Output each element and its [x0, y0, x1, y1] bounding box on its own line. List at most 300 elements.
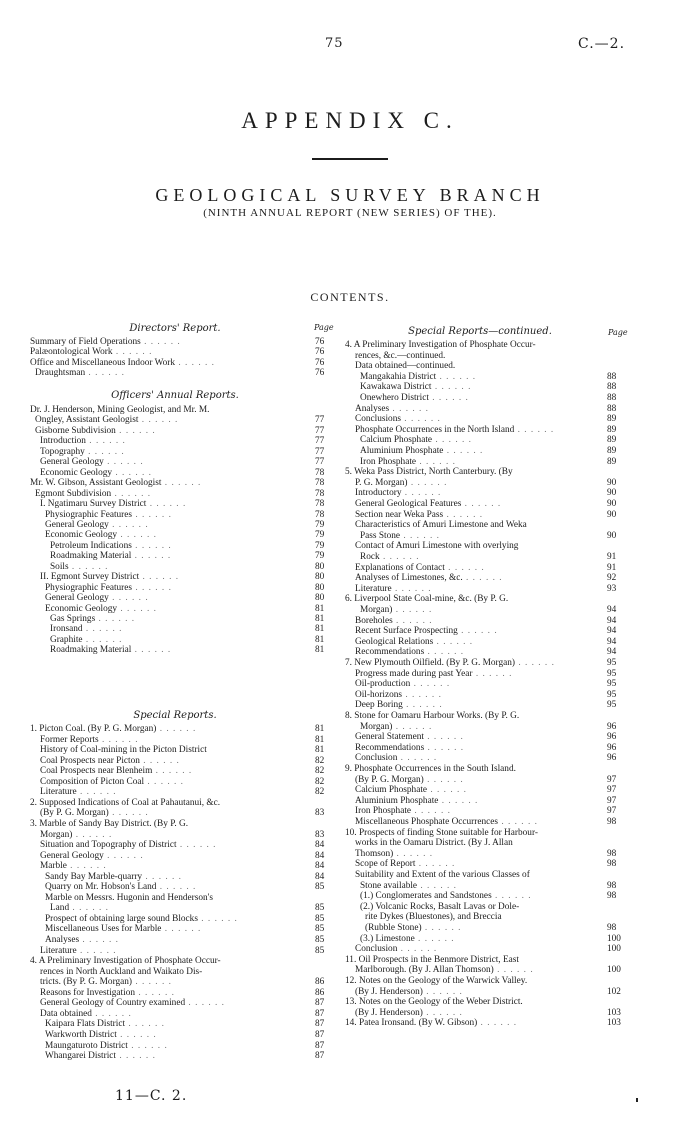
contents-entry	[360, 531, 440, 542]
leader-dots: . . . . . .	[117, 603, 157, 614]
leader-dots: . . . . . .	[400, 414, 441, 425]
contents-entry-page: 79	[315, 519, 325, 530]
contents-entry-title: Roadmaking Material	[50, 551, 132, 562]
leader-dots: . . . . . .	[117, 530, 157, 541]
contents-entry-title: tricts. (By P. G. Morgan)	[40, 977, 133, 988]
contents-entry-page: 97	[607, 785, 617, 796]
contents-entry-title: (Rubble Stone)	[365, 923, 422, 933]
contents-entry-title: Marlborough. (By J. Allan Thomson)	[355, 965, 494, 976]
leader-dots: . . . . . .	[152, 766, 193, 777]
contents-entry-title: Stone available	[360, 880, 418, 891]
leader-dots: . . . . . .	[415, 859, 456, 870]
contents-entry-title: Gisborne Subdivision	[35, 425, 116, 436]
contents-entry	[345, 828, 538, 839]
contents-entry-page: 85	[315, 913, 325, 924]
contents-entry-title: Ironsand	[50, 624, 83, 635]
contents-entry-title: Sandy Bay Marble-quarry	[45, 871, 143, 882]
contents-entry-title: Boreholes	[355, 615, 393, 626]
contents-entry-page: 94	[607, 615, 617, 626]
leader-dots: . . . . . .	[95, 614, 136, 624]
leader-dots: . . . . . .	[138, 415, 179, 426]
contents-entry-title: 2. Supposed Indications of Coal at Pahautanui, &c.	[30, 797, 221, 808]
contents-entry-title: General Geology	[40, 850, 104, 861]
contents-entry-title: Contact of Amuri Limestone with overlying	[355, 541, 519, 552]
contents-entry	[355, 351, 445, 362]
leader-dots: . . . . . .	[438, 795, 479, 806]
contents-entry-page: 90	[607, 530, 617, 541]
contents-entry-title: Suitability and Extent of the various Classes of	[355, 870, 530, 880]
contents-entry-title: Iron Phosphate	[355, 806, 412, 817]
contents-entry-page: 103	[607, 1007, 621, 1018]
contents-entry-title: works in the Oamaru District. (By J. Allan	[355, 838, 513, 849]
contents-entry	[345, 955, 519, 966]
contents-entry-page: 82	[315, 755, 325, 766]
contents-entry-title: Summary of Field Operations	[30, 337, 141, 347]
footer-code: 11—C. 2.	[115, 1088, 188, 1104]
leader-dots: . . . . . .	[391, 583, 432, 594]
contents-entry-page: 90	[607, 488, 617, 499]
contents-entry	[355, 637, 473, 648]
contents-entry-page: 81	[315, 634, 325, 645]
contents-entry-title: Economic Geology	[45, 530, 118, 541]
contents-entry	[40, 436, 126, 447]
contents-entry-page: 83	[315, 829, 325, 840]
contents-entry-page: 98	[607, 923, 617, 933]
contents-entry-page: 79	[315, 530, 325, 541]
contents-entry-page: 94	[607, 626, 617, 637]
contents-entry-page: 78	[315, 499, 325, 510]
contents-entry	[355, 563, 485, 574]
contents-entry-page: 98	[607, 848, 617, 859]
leader-dots: . . . . . .	[185, 998, 225, 1009]
leader-dots: . . . . . .	[82, 634, 123, 645]
contents-entry-page: 94	[607, 636, 617, 647]
contents-entry	[360, 934, 455, 945]
contents-entry-title: Gas Springs	[50, 614, 96, 624]
contents-entry-title: Palæontological Work	[30, 347, 113, 358]
leader-dots: . . . . . .	[116, 1029, 157, 1040]
contents-entry	[360, 722, 432, 733]
contents-entry	[360, 372, 476, 383]
leader-dots: . . . . . .	[197, 913, 238, 924]
contents-entry	[345, 340, 536, 351]
contents-entry	[45, 583, 172, 594]
contents-entry-title: Kawakawa District	[360, 382, 432, 393]
contents-entry-title: (1.) Conglomerates and Sandstones	[360, 891, 492, 902]
leader-dots: . . . . . .	[144, 776, 184, 787]
leader-dots: . . . . . .	[397, 944, 438, 955]
contents-entry	[45, 604, 157, 615]
contents-entry	[355, 425, 554, 436]
contents-entry-title: 13. Notes on the Geology of the Weber District.	[345, 997, 523, 1008]
contents-entry	[45, 935, 119, 946]
contents-entry-page: 88	[607, 403, 617, 414]
contents-entry-title: rite Dykes (Bluestones), and Breccia	[365, 912, 502, 923]
contents-entry	[45, 924, 201, 935]
contents-entry	[50, 614, 135, 625]
contents-entry-title: Land	[50, 903, 70, 914]
leader-dots: . . . . . .	[424, 742, 465, 753]
contents-entry-page: 77	[315, 425, 325, 436]
leader-dots: . . . . . .	[414, 933, 455, 944]
contents-entry-title: Iron Phosphate	[360, 456, 417, 467]
contents-entry-title: 9. Phosphate Occurrences in the South Island.	[345, 764, 516, 774]
contents-entry	[30, 724, 196, 735]
leader-dots: . . . . . .	[85, 436, 126, 447]
contents-entry-title: Oil-horizons	[355, 689, 402, 700]
contents-entry-page: 91	[607, 562, 617, 573]
contents-entry-page: 89	[607, 424, 617, 435]
contents-entry-page: 81	[315, 624, 325, 635]
leader-dots: . . . . . .	[477, 1018, 518, 1029]
section-heading-officers: Officers' Annual Reports.	[111, 390, 239, 401]
leader-dots: . . . . . .	[103, 457, 144, 468]
contents-entry-title: Composition of Picton Coal	[40, 776, 145, 787]
leader-dots: . . . . . .	[514, 424, 555, 435]
contents-entry-title: Egmont Subdivision	[35, 488, 112, 499]
contents-entry-title: Situation and Topography of District	[40, 840, 177, 851]
contents-entry-title: Literature	[40, 787, 77, 798]
contents-entry-page: 84	[315, 871, 325, 882]
leader-dots: . . . . . .	[436, 371, 477, 382]
leader-dots: . . . . . .	[84, 446, 125, 457]
contents-entry	[30, 358, 215, 369]
contents-entry-page: 100	[607, 944, 621, 955]
contents-entry	[30, 819, 188, 830]
leader-dots: . . . . . .	[432, 435, 472, 446]
contents-entry-title: Scope of Report	[355, 859, 416, 870]
contents-entry	[40, 787, 117, 798]
contents-entry	[355, 944, 437, 955]
contents-entry-title: Morgan)	[40, 829, 73, 840]
contents-entry-title: Deep Boring	[355, 700, 403, 711]
contents-entry	[45, 510, 172, 521]
contents-entry-page: 82	[315, 787, 325, 798]
contents-entry-page: 77	[315, 457, 325, 468]
contents-entry	[50, 541, 172, 552]
contents-entry	[45, 520, 149, 531]
contents-entry-title: Conclusion	[355, 753, 398, 764]
leader-dots: . . . . . .	[401, 488, 442, 499]
contents-entry-title: 8. Stone for Oamaru Harbour Works. (By P. G.	[345, 711, 520, 721]
contents-entry-page: 78	[315, 467, 325, 478]
contents-entry-title: Introduction	[40, 436, 86, 447]
contents-entry	[355, 817, 538, 828]
contents-entry-page: 100	[607, 965, 621, 976]
contents-entry-title: Economic Geology	[45, 603, 118, 614]
leader-dots: . . . . . .	[146, 499, 187, 510]
contents-entry-title: Quarry on Mr. Hobson's Land	[45, 882, 157, 893]
left-page-label: Page	[314, 323, 334, 332]
page-number: 75	[325, 36, 344, 51]
contents-entry-page: 95	[607, 700, 617, 711]
contents-entry	[35, 489, 151, 500]
branch-heading: GEOLOGICAL SURVEY BRANCH	[155, 185, 545, 205]
leader-dots: . . . . . .	[131, 645, 172, 656]
contents-entry-page: 102	[607, 986, 621, 997]
contents-entry-title: Morgan)	[360, 721, 393, 732]
section-heading-directors: Directors' Report.	[129, 323, 221, 334]
contents-entry	[355, 1008, 463, 1019]
contents-entry	[355, 626, 498, 637]
document-code: C.—2.	[578, 36, 626, 52]
contents-entry	[355, 785, 467, 796]
leader-dots: . . . . . .	[139, 572, 180, 583]
leader-dots: . . . . . .	[131, 551, 172, 562]
contents-entry-page: 98	[607, 859, 617, 870]
contents-entry	[45, 1019, 165, 1030]
contents-entry-title: (2.) Volcanic Rocks, Basalt Lavas or Dole-	[360, 901, 520, 912]
contents-entry	[345, 594, 508, 605]
contents-entry-page: 76	[315, 347, 325, 358]
leader-dots: . . . . . .	[135, 987, 175, 998]
leader-dots: . . . . . .	[76, 945, 117, 956]
contents-entry-title: Onewhero District	[360, 393, 429, 403]
contents-entry-page: 97	[607, 774, 617, 785]
contents-entry	[40, 766, 192, 777]
contents-entry-title: Calcium Phosphate	[360, 435, 433, 446]
contents-entry-title: Office and Miscellaneous Indoor Work	[30, 357, 176, 368]
leader-dots: . . . . . .	[161, 924, 202, 935]
contents-entry	[45, 1041, 168, 1052]
contents-entry-title: Characteristics of Amuri Limestone and Weka	[355, 520, 527, 531]
leader-dots: . . . . . .	[112, 347, 153, 358]
contents-entry	[360, 891, 532, 902]
contents-entry-title: Aluminium Phosphate	[355, 795, 439, 806]
contents-entry	[355, 796, 478, 807]
contents-entry-page: 84	[315, 861, 325, 872]
contents-entry	[40, 851, 144, 862]
contents-entry-title: Analyses	[355, 403, 390, 414]
leader-dots: . . . . . .	[422, 1007, 463, 1018]
leader-dots: . . . . . .	[515, 658, 555, 668]
contents-entry	[40, 840, 216, 851]
leader-dots: . . . . . .	[462, 573, 503, 584]
report-subheading: (NINTH ANNUAL REPORT (NEW SERIES) OF THE).	[203, 207, 497, 219]
contents-entry-page: 95	[607, 679, 617, 690]
contents-entry	[30, 337, 181, 348]
contents-entry-page: 103	[607, 1018, 621, 1029]
contents-entry-title: Phosphate Occurrences in the North Island	[355, 424, 515, 435]
leader-dots: . . . . . .	[156, 882, 197, 893]
contents-entry-page: 81	[315, 614, 325, 624]
contents-entry-page: 86	[315, 987, 325, 998]
contents-entry-page: 76	[315, 357, 325, 368]
contents-entry	[345, 1018, 517, 1029]
contents-entry-page: 98	[607, 891, 617, 902]
contents-entry	[355, 573, 503, 584]
contents-entry-page: 98	[607, 880, 617, 891]
contents-entry-title: Oil-production	[355, 679, 411, 690]
contents-entry-page: 87	[315, 998, 325, 1009]
contents-entry	[40, 967, 202, 978]
contents-entry	[355, 965, 534, 976]
contents-entry	[355, 510, 483, 521]
leader-dots: . . . . . .	[410, 679, 451, 690]
leader-dots: . . . . . .	[69, 903, 109, 914]
contents-entry-title: I. Ngatimaru Survey District	[40, 499, 147, 510]
contents-entry-page: 86	[315, 977, 325, 988]
contents-entry	[355, 488, 441, 499]
leader-dots: . . . . . .	[431, 382, 472, 393]
leader-dots: . . . . . .	[76, 787, 117, 798]
contents-entry-title: Topography	[40, 446, 85, 457]
contents-entry	[45, 893, 213, 904]
contents-entry-title: Maungaturoto District	[45, 1040, 128, 1051]
leader-dots: . . . . . .	[402, 700, 443, 711]
appendix-title: APPENDIX C.	[241, 108, 459, 133]
contents-entry-page: 85	[315, 924, 325, 935]
contents-entry	[45, 530, 157, 541]
contents-entry-page: 87	[315, 1008, 325, 1019]
leader-dots: . . . . . .	[433, 636, 474, 647]
leader-dots: . . . . . .	[111, 488, 152, 499]
contents-entry	[30, 405, 209, 416]
contents-entry	[355, 753, 437, 764]
contents-entry-page: 95	[607, 668, 617, 679]
contents-entry	[40, 946, 117, 957]
leader-dots: . . . . . .	[72, 829, 113, 840]
contents-entry-page: 98	[607, 817, 617, 827]
contents-entry	[40, 572, 179, 583]
contents-entry	[345, 711, 519, 722]
contents-entry-title: Reasons for Investigation	[40, 987, 136, 998]
contents-entry	[365, 912, 502, 923]
contents-entry-title: Morgan)	[360, 605, 393, 615]
contents-entry-title: Literature	[355, 583, 392, 594]
contents-entry-title: 4. A Preliminary Investigation of Phosphate Occur-	[345, 340, 536, 350]
contents-entry-title: Miscellaneous Phosphate Occurrences	[355, 817, 499, 827]
leader-dots: . . . . . .	[91, 1008, 132, 1019]
contents-entry-page: 80	[315, 593, 325, 604]
contents-entry-title: Marble on Messrs. Hugonin and Henderson's	[45, 892, 213, 903]
contents-entry-title: Conclusions	[355, 414, 401, 425]
contents-entry-title: General Geology	[45, 519, 109, 530]
contents-entry-page: 78	[315, 509, 325, 520]
leader-dots: . . . . . .	[400, 530, 440, 541]
contents-entry	[40, 756, 180, 767]
leader-dots: . . . . . .	[140, 337, 181, 347]
contents-entry	[50, 635, 122, 646]
contents-entry-title: Prospect of obtaining large sound Blocks	[45, 913, 198, 924]
leader-dots: . . . . . .	[176, 840, 217, 851]
contents-entry-title: Section near Weka Pass	[355, 509, 444, 520]
leader-dots: . . . . . .	[127, 1040, 168, 1051]
contents-entry	[45, 882, 196, 893]
contents-entry-page: 96	[607, 742, 617, 753]
section-heading-special-continued: Special Reports—continued.	[408, 326, 552, 337]
contents-entry	[40, 499, 186, 510]
contents-entry-page: 81	[315, 745, 325, 756]
leader-dots: . . . . . .	[461, 499, 502, 509]
contents-entry-title: Marble	[40, 861, 67, 872]
contents-entry-title: General Geology	[40, 457, 104, 468]
contents-entry	[40, 808, 149, 819]
contents-entry-page: 90	[607, 499, 617, 509]
contents-entry	[355, 679, 450, 690]
contents-entry-page: 87	[315, 1029, 325, 1040]
contents-entry	[355, 520, 527, 531]
contents-entry	[360, 552, 420, 563]
contents-entry-title: Coal Prospects near Picton	[40, 755, 140, 766]
contents-entry	[50, 562, 109, 573]
contents-entry-page: 87	[315, 1019, 325, 1030]
contents-entry-title: Calcium Phosphate	[355, 785, 428, 796]
contents-entry-page: 83	[315, 808, 325, 819]
contents-entry-page: 85	[315, 935, 325, 945]
contents-entry-title: Ongley, Assistant Geologist	[35, 415, 139, 426]
contents-entry-page: 80	[315, 582, 325, 593]
leader-dots: . . . . . .	[498, 817, 538, 827]
leader-dots: . . . . . .	[407, 477, 448, 488]
contents-entry-page: 95	[607, 689, 617, 700]
contents-entry-page: 89	[607, 414, 617, 425]
contents-entry	[345, 976, 527, 987]
contents-entry-title: Thomson)	[355, 848, 394, 859]
contents-entry	[45, 1030, 157, 1041]
contents-entry-page: 77	[315, 446, 325, 457]
contents-entry-title: Roadmaking Material	[50, 645, 132, 656]
contents-entry-page: 76	[315, 337, 325, 347]
leader-dots: . . . . . .	[392, 721, 433, 732]
contents-entry-title: (3.) Limestone	[360, 933, 415, 944]
contents-entry-title: Whangarei District	[45, 1051, 116, 1062]
contents-entry-page: 82	[315, 766, 325, 777]
contents-entry	[40, 468, 152, 479]
contents-entry	[50, 645, 171, 656]
contents-entry	[355, 690, 442, 701]
contents-entry	[30, 478, 201, 489]
contents-entry	[35, 368, 125, 379]
section-heading-special: Special Reports.	[133, 710, 217, 721]
leader-dots: . . . . . .	[112, 467, 152, 478]
contents-entry	[355, 616, 433, 627]
contents-entry-title: 1. Picton Coal. (By P. G. Morgan)	[30, 724, 157, 734]
leader-dots: . . . . . .	[417, 880, 457, 891]
contents-entry-title: 3. Marble of Sandy Bay District. (By P. G.	[30, 818, 189, 829]
contents-entry	[355, 700, 443, 711]
contents-entry-title: Aluminium Phosphate	[360, 446, 444, 456]
contents-entry-title: 14. Patea Ironsand. (By W. Gibson)	[345, 1018, 478, 1029]
contents-entry-title: Data obtained	[40, 1008, 92, 1019]
contents-entry-page: 84	[315, 840, 325, 851]
leader-dots: . . . . . .	[402, 689, 442, 700]
contents-entry-page: 100	[607, 933, 621, 944]
contents-entry-title: Recent Surface Prospecting	[355, 626, 458, 637]
contents-entry-title: General Geological Features	[355, 499, 462, 509]
contents-entry-title: 5. Weka Pass District, North Canterbury. (By	[345, 467, 513, 478]
contents-entry-title: Dr. J. Henderson, Mining Geologist, and Mr. M.	[30, 405, 210, 415]
contents-entry	[40, 447, 125, 458]
contents-entry-page: 97	[607, 795, 617, 806]
contents-entry-title: 10. Prospects of finding Stone suitable for Harbour-	[345, 827, 538, 838]
leader-dots: . . . . . .	[427, 785, 467, 796]
contents-entry	[360, 435, 472, 446]
leader-dots: . . . . . .	[416, 456, 456, 467]
contents-entry-page: 90	[607, 477, 617, 488]
contents-entry-page: 85	[315, 882, 325, 893]
contents-entry	[360, 446, 483, 457]
contents-entry-title: Recommendations	[355, 647, 425, 658]
contents-entry	[355, 478, 447, 489]
contents-entry-page: 85	[315, 903, 325, 914]
contents-entry	[360, 605, 432, 616]
contents-entry-title: Mr. W. Gibson, Assistant Geologist	[30, 478, 162, 489]
contents-entry	[360, 382, 471, 393]
contents-entry-page: 87	[315, 1051, 325, 1062]
contents-entry	[360, 902, 519, 913]
contents-heading: CONTENTS.	[310, 290, 390, 304]
